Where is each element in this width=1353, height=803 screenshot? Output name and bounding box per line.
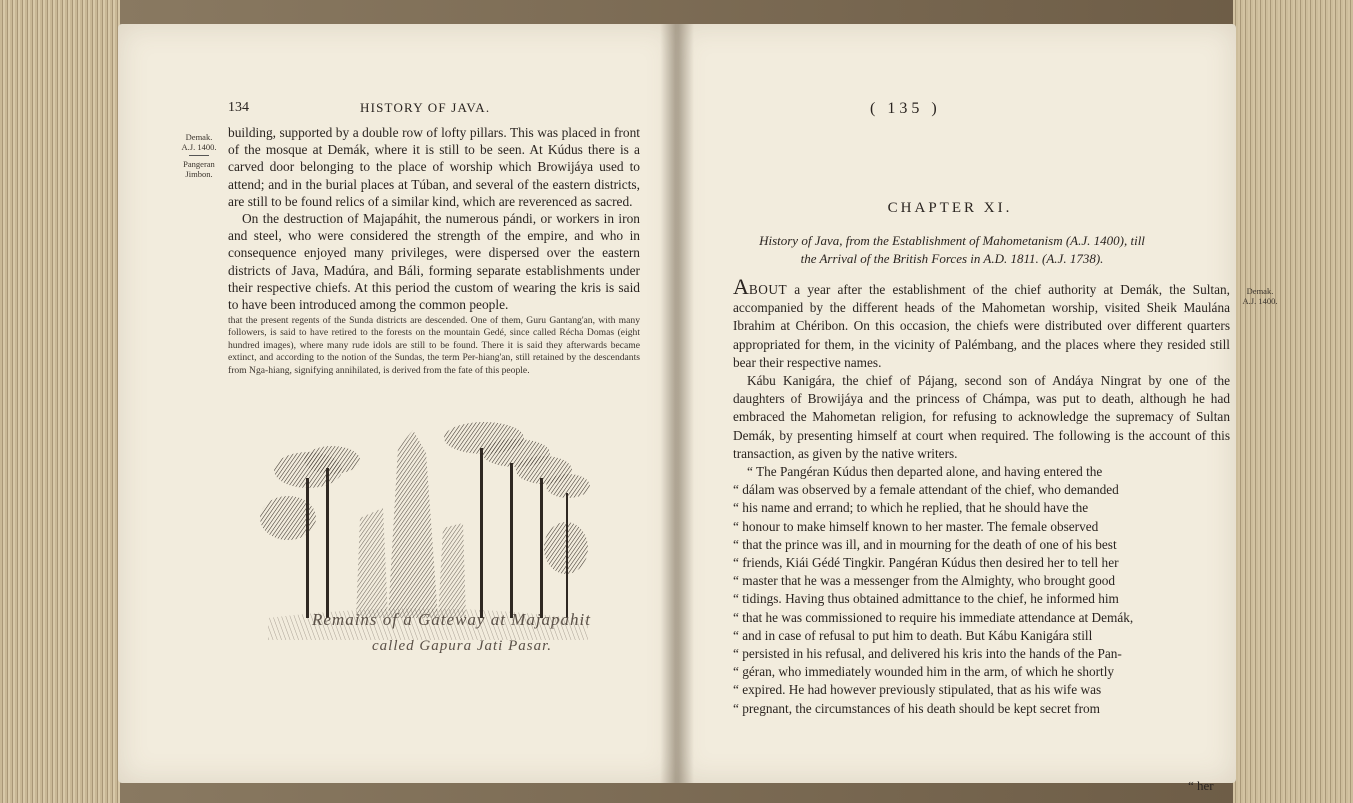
paragraph: Kábu Kanigára, the chief of Pájang, second son of Andáya Ningrat by one of the daughters of Browijáya and the princess of Chámpa, was put to death, although he had embraced the Mahometan religion, for refusing to acknowledge the supremacy of Sultan Demák, by presenting himself at court when required. The following is the account of this transaction, as given by the native writers. <box>733 373 1230 461</box>
quote-line: “ that he was commissioned to require his immediate attendance at Demák, <box>733 609 1134 625</box>
chapter-subtitle <box>752 232 1152 268</box>
right-margin-note <box>1238 286 1282 306</box>
paragraph: building, supported by a double row of lofty pillars. This was placed in front of the mosque at Demák, where it is still to be seen. At Kúdus there is a carved door belonging to the place of worship which Browijáya used to attend; and in the burial places at Túban, and several of the eastern districts, are still to be found relics of a similar kind, which are reverenced as sacred. <box>228 125 640 209</box>
quote-line: “ The Pangéran Kúdus then departed alone, and having entered the <box>747 464 1103 480</box>
paragraph: On the destruction of Majapáhit, the numerous pándi, or workers in iron and steel, who were considered the strength of the empire, and who in consequence enjoyed many privileges, were dispersed over the eastern districts of Java, Madúra, and Báli, forming separate establishments under their respective chiefs. At this period the custom of wearing the kris is said to have been introduced among the common people. <box>228 211 640 313</box>
book-page-edges-right <box>1233 0 1353 803</box>
subtitle-line: History of Java, from the Establishment of Mahometanism (A.J. 1400), till <box>759 233 1145 248</box>
quote-line: “ and in case of refusal to put him to death. But Kábu Kanigára still <box>733 627 1093 643</box>
margin-note-rule <box>189 155 209 156</box>
margin-note-line: A.J. 1400. <box>1242 296 1278 306</box>
gateway-engraving-illustration <box>248 408 608 640</box>
margin-note-line: Demak. <box>185 132 213 142</box>
left-page-number: 134 <box>228 100 249 115</box>
footnote: that the present regents of the Sunda districts are descended. One of them, Guru Gantang'an, with many followers, is said to have retired to the forests on the mountain Gedé, since called Récha Domas (eight hundred images), where many rude idols are still to be found. There it is said they afterwards became extinct, and according to the notion of the Sundas, the term Per-hiang'an, still retained by the descendants from Nga-hiang, signifying annihilated, is derived from the fate of this people. <box>228 315 640 376</box>
quote-line: “ his name and errand; to which he replied, that he should have the <box>733 500 1089 516</box>
opening-words: BOUT <box>748 282 788 297</box>
illustration-caption-line-2: called Gapura Jati Pasar. <box>372 638 552 654</box>
margin-note-line: Pangeran <box>183 159 215 169</box>
quote-line: “ géran, who immediately wounded him in the arm, of which he shortly <box>733 664 1115 680</box>
quoted-account <box>733 463 1230 718</box>
book-page-edges-left <box>0 0 120 803</box>
paragraph-text: a year after the establishment of the chief authority at Demák, the Sultan, accompanied by the different heads of the Mahometan worship, visited Sheik Maulána Ibrahim at Chéribon. On this occasion, the chiefs were distributed over different quarters appropriated for them, in the vicinity of Palémbang, and the places where they resided still bear their respective names. <box>733 282 1230 370</box>
left-margin-note <box>176 132 222 179</box>
catchword: “ her <box>1188 778 1214 793</box>
quote-line: “ that the prince was ill, and in mourning for the death of one of his best <box>733 536 1117 552</box>
drop-cap: A <box>733 274 749 299</box>
chapter-heading: CHAPTER XI. <box>887 200 1013 216</box>
left-running-head: HISTORY OF JAVA. <box>360 100 491 115</box>
right-page-number: ( 135 ) <box>870 100 941 117</box>
quote-line: “ expired. He had however previously stipulated, that as his wife was <box>733 682 1102 698</box>
quote-line: “ friends, Kiái Gédé Tingkir. Pangéran Kúdus then desired her to tell her <box>733 555 1119 571</box>
quote-line: “ dálam was observed by a female attendant of the chief, who demanded <box>733 482 1119 498</box>
quote-line: “ honour to make himself known to her master. The female observed <box>733 518 1099 534</box>
right-body-text <box>733 274 1230 718</box>
quote-line: “ persisted in his refusal, and delivered his kris into the hands of the Pan- <box>733 646 1122 662</box>
book-gutter <box>660 24 694 783</box>
quote-line: “ tidings. Having thus obtained admittance to the chief, he informed him <box>733 591 1119 607</box>
margin-note-line: A.J. 1400. <box>181 142 217 152</box>
subtitle-line: the Arrival of the British Forces in A.D. 1811. (A.J. 1738). <box>800 251 1104 266</box>
margin-note-line: Demak. <box>1246 286 1274 296</box>
paragraph <box>733 274 1230 372</box>
illustration-caption-line-1: Remains of a Gateway at Majapahit <box>312 610 592 629</box>
quote-line: “ master that he was a messenger from the Almighty, who brought good <box>733 573 1116 589</box>
left-body-text <box>228 124 640 313</box>
margin-note-line: Jimbon. <box>185 169 213 179</box>
quote-line: “ pregnant, the circumstances of his death should be kept secret from <box>733 700 1101 716</box>
